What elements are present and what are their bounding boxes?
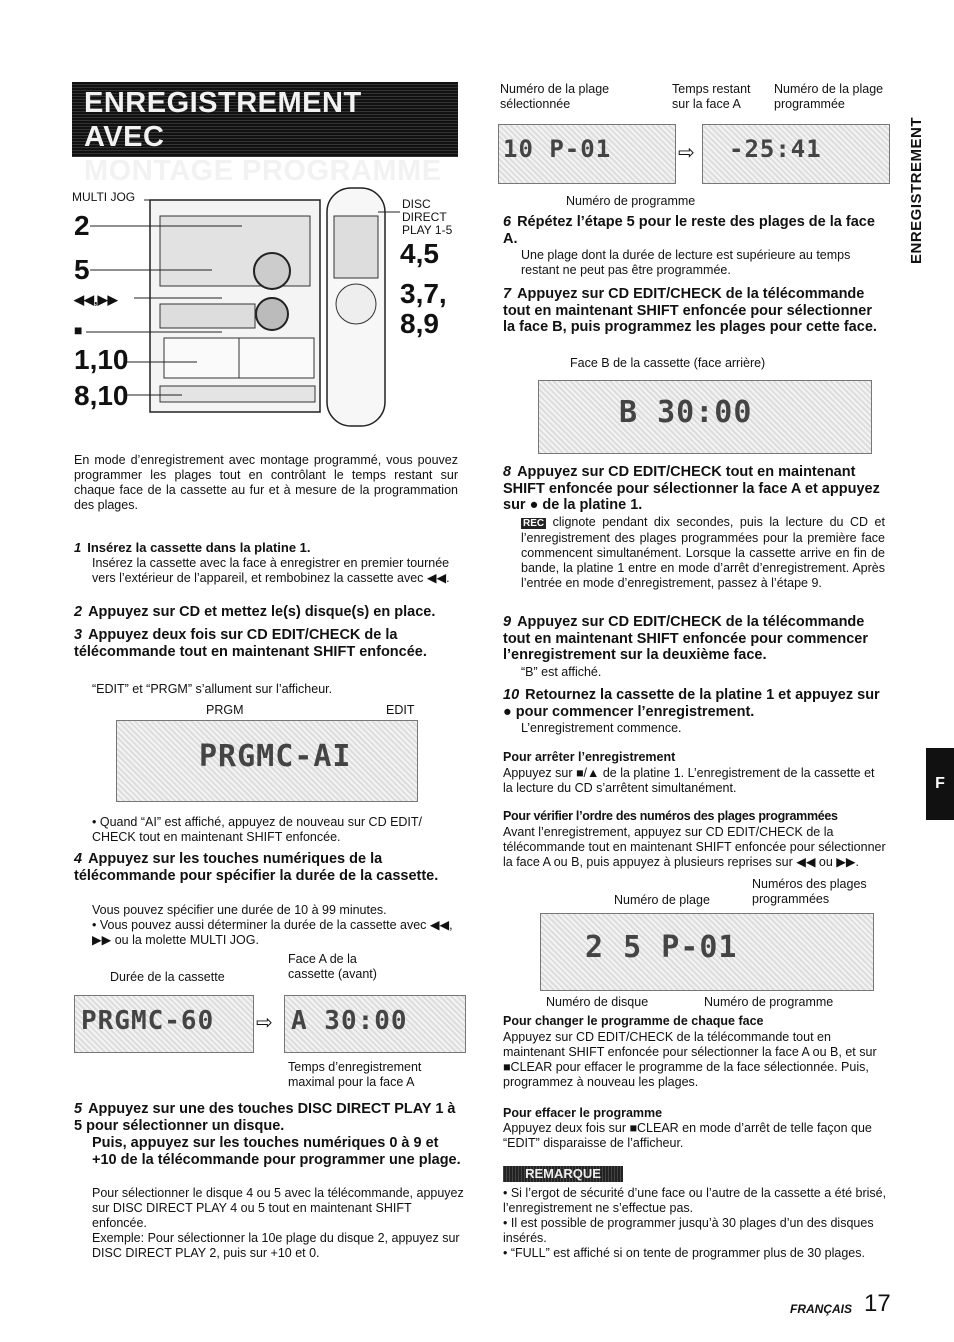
lcd-text-program: 2 5 P-01 — [585, 930, 738, 965]
lcd-text-side-a: A 30:00 — [291, 1006, 408, 1036]
rec-badge: REC — [523, 518, 545, 529]
lcd-display-track — [498, 124, 676, 184]
intro-paragraph: En mode d’enregistrement avec montage programmé, vous pouvez programmer les plages tout en contrôlant le temps restant sur chaque face de la cassette au fur et à mesure de la programmation des plages. — [74, 453, 458, 512]
caption-max-time: Temps d’enregistrement maximal pour la face A — [288, 1060, 422, 1089]
label-stop: ■ — [74, 322, 83, 338]
step-8-body: REC clignote pendant dix secondes, puis la lecture du CD et l’enregistrement des plages programmées pour la première face commencent simultanément. Lorsque la cassette arrive en fin de bande, la platine 1 entre en mode d’arrêt d’enregistrement. Après l’entrée en mode d’enregistrement, passez à l’étape 9. — [521, 515, 885, 590]
remarque-banner: REMARQUE — [503, 1166, 623, 1182]
lcd-text-prgm: PRGMC-AI — [199, 739, 352, 774]
title-line-1: ENREGISTREMENT AVEC — [84, 87, 362, 153]
step-2-heading: 2 Appuyez sur CD et mettez le(s) disque(s) en place. — [74, 604, 436, 620]
erase-body: Appuyez deux fois sur ■CLEAR en mode d’arrêt de telle façon que “EDIT” disparaisse de l’afficheur. — [503, 1121, 872, 1150]
step-7-heading: 7 Appuyez sur CD EDIT/CHECK de la télécommande tout en maintenant SHIFT enfoncée pour sélectionner la face B, puis programmez les plages pour cette face. — [503, 286, 877, 335]
remarque-item: • Si l’ergot de sécurité d’une face ou l’autre de la cassette a été brisé, l’enregistrement ne s’effectue pas. — [503, 1186, 887, 1215]
label-step-4-5: 4,5 — [400, 238, 439, 269]
section-title — [72, 82, 458, 187]
caption-num-prog: Numéro de programme — [566, 194, 696, 208]
lcd-display-program — [540, 913, 874, 991]
caption-prgm: PRGM — [206, 703, 244, 717]
step-1-body: Insérez la cassette avec la face à enregistrer en premier tournée vers l’extérieur de l’appareil, et rembobinez la cassette avec ◀◀. — [92, 556, 450, 585]
caption-num-plage-prog: Numéro de la plage programmée — [774, 82, 884, 111]
caption-num-plages-prog: Numéros des plages programmées — [752, 877, 867, 906]
label-step-8-9: 8,9 — [400, 308, 439, 339]
step-5-heading-2: Puis, appuyez sur les touches numériques 0 à 9 et +10 de la télécommande pour programmer une plage. — [92, 1135, 461, 1168]
step-4-body-1: Vous pouvez spécifier une durée de 10 à 99 minutes. — [92, 903, 387, 917]
label-step-8-10: 8,10 — [74, 380, 129, 411]
stop-body: Appuyez sur ■/▲ de la platine 1. L’enregistrement de la cassette et la lecture du CD s’arrêtent simultanément. — [503, 766, 875, 795]
caption-num-plage: Numéro de la plage sélectionnée — [500, 82, 610, 111]
stop-heading: Pour arrêter l’enregistrement — [503, 750, 676, 764]
remarque-item: • “FULL” est affiché si on tente de programmer plus de 30 plages. — [503, 1246, 865, 1260]
step-3-body: “EDIT” et “PRGM” s’allument sur l’afficheur. — [92, 682, 333, 696]
label-step-1-10: 1,10 — [74, 344, 129, 375]
label-step-3-7: 3,7, — [400, 278, 447, 309]
erase-heading: Pour effacer le programme — [503, 1106, 663, 1120]
language-tab: F — [926, 748, 954, 820]
change-body: Appuyez sur CD EDIT/CHECK de la télécommande tout en maintenant SHIFT enfoncée pour sélectionner la face A ou B, et sur ■CLEAR pour effacer le programme de la face sélectionnée. Puis, programmez à nouveau les plages. — [503, 1030, 877, 1089]
step-8-heading: 8 Appuyez sur CD EDIT/CHECK tout en maintenant SHIFT enfoncée pour sélectionner la face A et appuyez sur ● de la platine 1. — [503, 464, 880, 513]
lcd-display-prgm — [116, 720, 418, 802]
lcd-display-side-a — [284, 995, 466, 1053]
caption-num-plage-2: Numéro de plage — [614, 893, 710, 907]
page-number: 17 — [864, 1290, 891, 1317]
arrow-icon: ⇨ — [256, 1012, 273, 1034]
label-step-2: 2 — [74, 210, 90, 241]
step-5-example: Exemple: Pour sélectionner la 10e plage du disque 2, appuyez sur DISC DIRECT PLAY 2, puis sur +10 et 0. — [92, 1231, 460, 1260]
step-3-heading: 3 Appuyez deux fois sur CD EDIT/CHECK de la télécommande tout en maintenant SHIFT enfoncée. — [74, 627, 427, 660]
step-4-body-2: • Vous pouvez aussi déterminer la durée de la cassette avec ◀◀, ▶▶ ou la molette MULTI JOG. — [92, 918, 453, 947]
label-multi-jog: MULTI JOG — [72, 190, 136, 204]
verify-heading: Pour vérifier l’ordre des numéros des plages programmées — [503, 809, 838, 823]
step-6-body: Une plage dont la durée de lecture est supérieure au temps restant ne peut pas être programmée. — [521, 248, 851, 277]
lcd-text-remaining: -25:41 — [729, 135, 822, 163]
lcd-text-side-b: B 30:00 — [619, 395, 753, 430]
side-label: ENREGISTREMENT — [908, 116, 925, 264]
caption-face-a: Face A de la cassette (avant) — [288, 952, 377, 981]
step-3-note: • Quand “AI” est affiché, appuyez de nouveau sur CD EDIT/ CHECK tout en maintenant SHIFT enfoncée. — [92, 815, 423, 844]
step-9-heading: 9 Appuyez sur CD EDIT/CHECK de la télécommande tout en maintenant SHIFT enfoncée pour commencer l’enregistrement sur la deuxième face. — [503, 614, 868, 663]
label-step-5: 5 — [74, 254, 90, 285]
caption-temps-restant: Temps restant sur la face A — [672, 82, 751, 111]
step-9-body: “B” est affiché. — [521, 665, 602, 679]
lcd-display-side-b — [538, 380, 872, 454]
verify-body: Avant l’enregistrement, appuyez sur CD EDIT/CHECK de la télécommande tout en maintenant SHIFT enfoncée pour sélectionner la face A ou B, puis appuyez à plusieurs reprises sur ◀◀ ou ▶▶. — [503, 825, 886, 869]
arrow-icon: ⇨ — [678, 142, 695, 164]
label-rew-ff: ◀◀,▶▶ — [74, 292, 118, 307]
caption-duree: Durée de la cassette — [110, 970, 225, 984]
change-heading: Pour changer le programme de chaque face — [503, 1014, 764, 1028]
caption-num-disque: Numéro de disque — [546, 995, 649, 1009]
caption-edit: EDIT — [386, 703, 415, 717]
step-6-heading: 6 Répétez l’étape 5 pour le reste des plages de la face A. — [503, 214, 875, 247]
step-10-heading: 10 Retournez la cassette de la platine 1 et appuyez sur ● pour commencer l’enregistrement. — [503, 687, 880, 720]
title-line-2: MONTAGE PROGRAMME — [84, 155, 442, 187]
footer-language: FRANÇAIS — [790, 1302, 852, 1316]
step-10-body: L’enregistrement commence. — [521, 721, 682, 735]
caption-face-b: Face B de la cassette (face arrière) — [570, 356, 766, 370]
caption-num-prog-2: Numéro de programme — [704, 995, 834, 1009]
remarque-list — [503, 1186, 887, 1261]
step-1-heading: 1 Insérez la cassette dans la platine 1. — [74, 540, 311, 555]
step-5-heading: 5 Appuyez sur une des touches DISC DIRECT PLAY 1 à 5 pour sélectionner un disque. — [74, 1101, 456, 1134]
device-illustration — [72, 186, 462, 432]
lcd-display-remaining — [702, 124, 890, 184]
step-5-body: Pour sélectionner le disque 4 ou 5 avec la télécommande, appuyez sur DISC DIRECT PLAY 4 ou 5 tout en maintenant SHIFT enfoncée. — [92, 1186, 464, 1230]
label-disc-direct: DISC DIRECT PLAY 1-5 — [402, 197, 453, 237]
lcd-text-track: 10 P-01 — [503, 135, 612, 163]
remarque-item: • Il est possible de programmer jusqu’à 30 plages d’un des disques insérés. — [503, 1216, 874, 1245]
lcd-display-duration — [74, 995, 254, 1053]
step-4-heading: 4 Appuyez sur les touches numériques de la télécommande pour spécifier la durée de la cassette. — [74, 851, 439, 884]
lcd-text-duration: PRGMC-60 — [81, 1006, 215, 1036]
